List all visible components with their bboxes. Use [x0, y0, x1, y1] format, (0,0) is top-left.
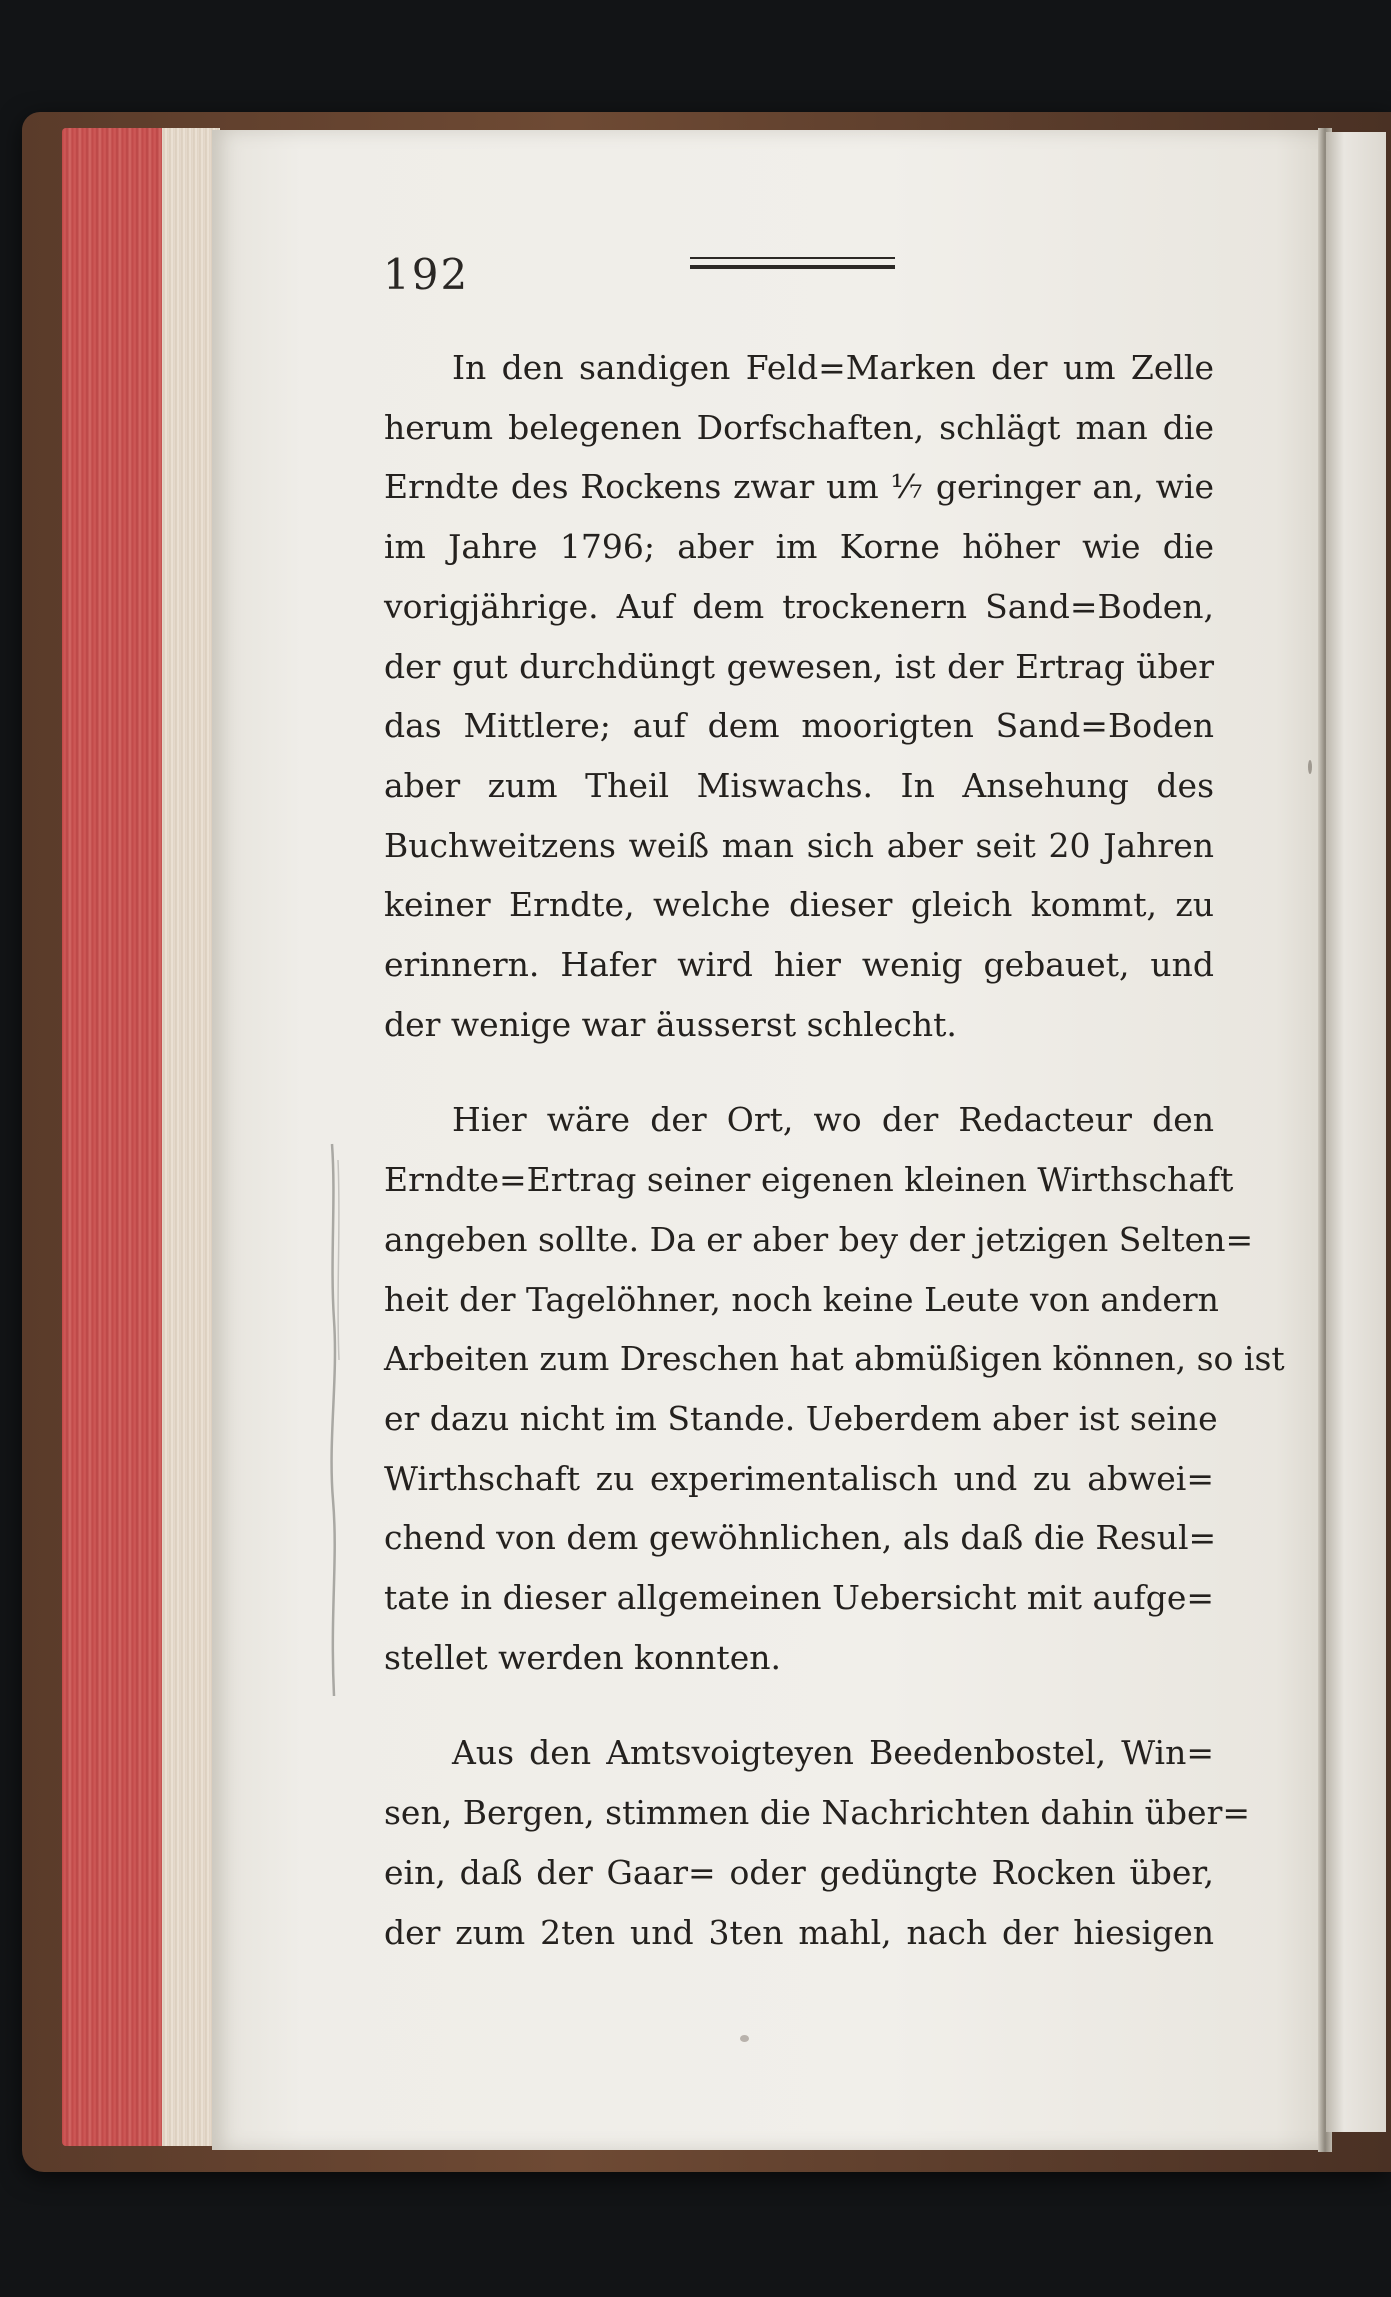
- text-line: tate in dieser allgemeinen Uebersicht mit aufge=: [384, 1578, 1214, 1618]
- text-line: chend von dem gewöhnlichen, als daß die Resul=: [384, 1518, 1217, 1558]
- text-line: Erndte=Ertrag seiner eigenen kleinen Wirthschaft: [384, 1160, 1234, 1200]
- paper-speck: [1308, 760, 1312, 774]
- page-edges: [62, 128, 220, 2146]
- text-line: im Jahre 1796; aber im Korne höher wie die: [384, 527, 1214, 567]
- text-line: angeben sollte. Da er aber bey der jetzigen Selten=: [384, 1219, 1254, 1259]
- text-line: Aus den Amtsvoigteyen Beedenbostel, Win=: [452, 1733, 1214, 1773]
- text-line: der zum 2ten und 3ten mahl, nach der hiesigen: [384, 1912, 1214, 1952]
- paragraph-1: [384, 338, 1214, 1054]
- text-line: Erndte des Rockens zwar um ⅐ geringer an, wie: [384, 467, 1214, 507]
- body-text: [384, 338, 1285, 1962]
- text-line: Arbeiten zum Dreschen hat abmüßigen können, so ist: [384, 1339, 1285, 1379]
- paragraph-3: [384, 1723, 1251, 1962]
- text-line: ein, daß der Gaar= oder gedüngte Rocken über,: [384, 1852, 1214, 1892]
- text-line: Wirthschaft zu experimentalisch und zu abwei=: [384, 1458, 1214, 1498]
- text-line: Hier wäre der Ort, wo der Redacteur den: [452, 1100, 1214, 1140]
- page-number: 192: [383, 250, 470, 299]
- text-line: er dazu nicht im Stande. Ueberdem aber ist seine: [384, 1398, 1218, 1438]
- text-line: stellet werden konnten.: [384, 1637, 781, 1677]
- header-rule-thin: [690, 257, 895, 259]
- text-line: erinnern. Hafer wird hier wenig gebauet, und: [384, 945, 1214, 985]
- text-line: der wenige war äusserst schlecht.: [384, 1004, 957, 1044]
- text-line: heit der Tagelöhner, noch keine Leute von andern: [384, 1279, 1219, 1319]
- text-line: Buchweitzens weiß man sich aber seit 20 Jahren: [384, 825, 1214, 865]
- text-line: keiner Erndte, welche dieser gleich kommt, zu: [384, 885, 1214, 925]
- text-line: aber zum Theil Miswachs. In Ansehung des: [384, 765, 1214, 805]
- paragraph-2: [384, 1090, 1285, 1687]
- text-line: sen, Bergen, stimmen die Nachrichten dahin über=: [384, 1793, 1251, 1833]
- text-line: der gut durchdüngt gewesen, ist der Ertrag über: [384, 646, 1214, 686]
- text-line: herum belegenen Dorfschaften, schlägt man die: [384, 407, 1214, 447]
- text-line: vorigjährige. Auf dem trockenern Sand=Boden,: [384, 586, 1214, 626]
- pencil-margin-mark: [312, 1140, 352, 1700]
- facing-page-edge: [1326, 132, 1386, 2132]
- paper-speck: [740, 2035, 749, 2042]
- header-rule-thick: [690, 265, 895, 269]
- text-line: das Mittlere; auf dem moorigten Sand=Boden: [384, 706, 1214, 746]
- text-line: In den sandigen Feld=Marken der um Zelle: [452, 348, 1214, 387]
